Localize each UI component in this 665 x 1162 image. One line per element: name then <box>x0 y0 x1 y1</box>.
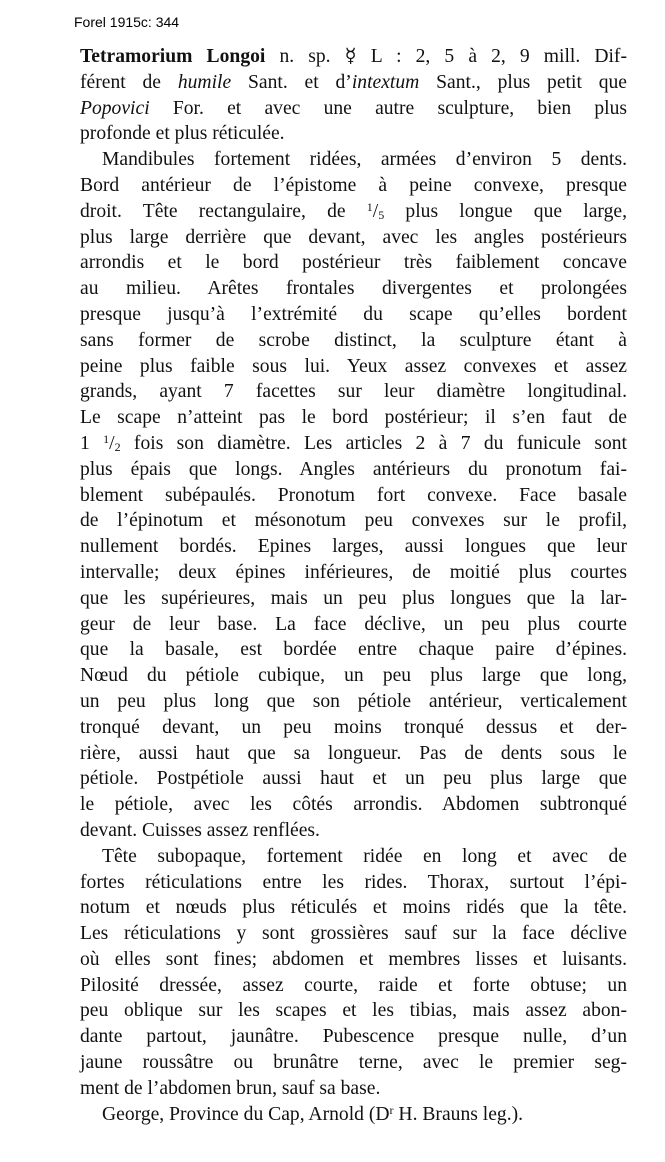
text-line: profonde et plus réticulée. <box>80 123 285 145</box>
text-line: jaune roussâtre ou brunâtre terne, avec le premier seg- <box>80 1052 627 1074</box>
species-name: Popovici <box>80 97 150 119</box>
text-line: plus épais que longs. Angles antérieurs du pronotum fai- <box>80 458 627 480</box>
text-line: que la basale, est bordée entre chaque paire d’épines. <box>80 639 627 661</box>
text-line: intervalle; deux épines inférieures, de moitié plus courtes <box>80 561 627 583</box>
text-line <box>80 431 627 457</box>
text-line <box>80 96 627 122</box>
text-line: plus large derrière que devant, avec les angles postérieurs <box>80 226 627 248</box>
paragraph-description-intro <box>80 44 627 147</box>
text-line <box>80 44 627 70</box>
paragraph-sculpture-pilosity <box>80 844 627 1102</box>
text-line: fortes réticulations entre les rides. Thorax, surtout l’épi- <box>80 871 627 893</box>
taxon-name: Tetramorium Longoi <box>80 46 266 67</box>
text-line: ment de l’abdomen brun, sauf sa base. <box>80 1077 381 1099</box>
text-line: Bord antérieur de l’épistome à peine convexe, presque <box>80 174 627 196</box>
text-line: arrondis et le bord postérieur très faiblement concave <box>80 252 627 274</box>
text-run: plus longue que large, <box>384 200 627 222</box>
fraction-numerator: 1 <box>103 431 110 446</box>
fraction-slash: / <box>109 432 115 454</box>
species-name: intextum <box>351 71 420 93</box>
text-line: de l’épinotum et mésonotum peu convexes sur le profil, <box>80 510 627 532</box>
page-header-label: Forel 1915c: 344 <box>74 14 180 30</box>
text-line: que les supérieures, mais un peu plus longues que la lar- <box>80 587 627 609</box>
text-line: Les réticulations y sont grossières sauf sur la face déclive <box>80 923 627 945</box>
superscript: r <box>389 1102 394 1117</box>
text-line: geur de leur base. La face déclive, un peu plus courte <box>80 613 627 635</box>
text-line: Le scape n’atteint pas le bord postérieur; il s’en faut de <box>80 407 627 429</box>
text-line: Nœud du pétiole cubique, un peu plus large que long, <box>80 665 627 687</box>
text-run: droit. Tête rectangulaire, de <box>80 200 367 222</box>
text-run: H. Brauns leg.). <box>393 1103 524 1125</box>
text-line: notum et nœuds plus réticulés et moins ridés que la tête. <box>80 897 627 919</box>
text-run: n. sp. ☿ L : 2, 5 à 2, 9 mill. Dif- <box>265 46 627 67</box>
species-name: humile <box>177 71 232 93</box>
text-line: nullement bordés. Epines larges, aussi longues que leur <box>80 536 627 558</box>
fraction-numerator: 1 <box>366 199 373 214</box>
text-line: un peu plus long que son pétiole antérieur, verticalement <box>80 690 627 712</box>
text-line: pétiole. Postpétiole aussi haut et un peu plus large que <box>80 768 627 790</box>
body-text <box>80 44 627 1127</box>
paragraph-locality <box>80 1102 627 1128</box>
text-line: rière, aussi haut que sa longueur. Pas de dents sous le <box>80 742 627 764</box>
paragraph-morphology <box>80 147 627 844</box>
text-line: au milieu. Arêtes frontales divergentes et prolongées <box>80 278 627 300</box>
text-line: tronqué devant, un peu moins tronqué dessus et der- <box>80 716 627 738</box>
text-line: le pétiole, avec les côtés arrondis. Abdomen subtronqué <box>80 794 627 816</box>
text-line: peu oblique sur les scapes et les tibias, mais assez abon- <box>80 1000 627 1022</box>
text-line <box>80 70 627 96</box>
text-line: sans former de scrobe distinct, la sculpture étant à <box>80 329 627 351</box>
text-run: férent de <box>80 71 178 93</box>
text-run: For. et avec une autre sculpture, bien plus <box>149 97 627 119</box>
text-line: devant. Cuisses assez renflées. <box>80 819 320 841</box>
text-run: fois son diamètre. Les articles 2 à 7 du funicule sont <box>120 432 627 454</box>
text-line: presque jusqu’à l’extrémité du scape qu’elles bordent <box>80 303 627 325</box>
fraction-denominator: 5 <box>378 207 385 222</box>
text-line <box>80 1102 627 1128</box>
text-line: dante partout, jaunâtre. Pubescence presque nulle, d’un <box>80 1026 627 1048</box>
text-run: 1 <box>80 432 104 454</box>
text-line: Tête subopaque, fortement ridée en long et avec de <box>102 845 627 867</box>
fraction-denominator: 2 <box>114 439 121 454</box>
text-line: Pilosité dressée, assez courte, raide et forte obtuse; un <box>80 974 627 996</box>
text-line: grands, ayant 7 facettes sur leur diamètre longitudinal. <box>80 381 627 403</box>
text-line: Mandibules fortement ridées, armées d’environ 5 dents. <box>102 149 627 171</box>
text-run: George, Province du Cap, Arnold (D <box>102 1103 390 1125</box>
text-line: peine plus faible sous lui. Yeux assez convexes et assez <box>80 355 627 377</box>
fraction-slash: / <box>372 200 379 222</box>
text-line <box>80 199 627 225</box>
text-run: Sant. et d’ <box>231 71 352 93</box>
text-run: Sant., plus petit que <box>419 71 627 93</box>
text-line: où elles sont fines; abdomen et membres lisses et luisants. <box>80 948 627 970</box>
text-line: blement subépaulés. Pronotum fort convexe. Face basale <box>80 484 627 506</box>
